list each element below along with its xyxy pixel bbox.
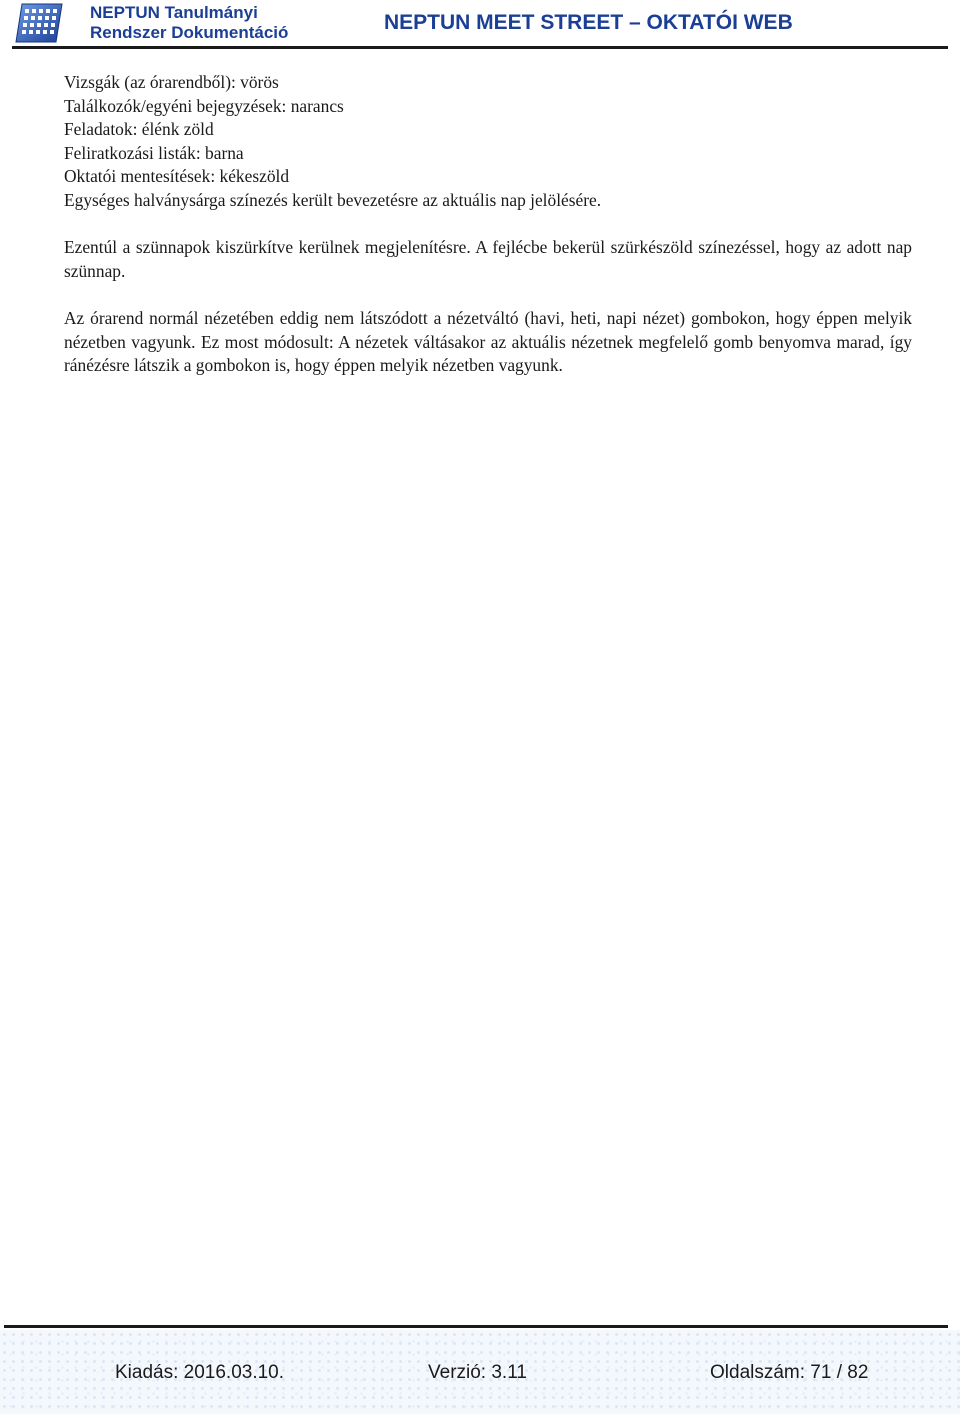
color-list-item: Egységes halványsárga színezés került bevezetésre az aktuális nap jelölésére. (64, 189, 602, 210)
color-list-item: Feliratkozási listák: barna (64, 142, 244, 163)
color-list-item: Oktatói mentesítések: kékeszöld (64, 166, 290, 187)
issue-date: Kiadás: 2016.03.10. (115, 1362, 285, 1383)
color-list-item: Találkozók/egyéni bejegyzések: narancs (64, 95, 344, 116)
page-number: Oldalszám: 71 / 82 (710, 1362, 869, 1383)
header-divider (12, 46, 948, 49)
page-content (64, 71, 912, 378)
calendar-color-list (64, 71, 912, 213)
brand-name (90, 3, 288, 43)
brand-line-2: Rendszer Dokumentáció (90, 23, 289, 42)
page-header (0, 0, 960, 50)
holiday-paragraph: Ezentúl a szünnapok kiszürkítve kerülnek megjelenítésre. A fejlécbe bekerül szürkészöld színezéssel, hogy az adott nap szünnap. (64, 237, 912, 281)
color-list-item: Feladatok: élénk zöld (64, 119, 214, 140)
neptun-logo-icon (14, 2, 64, 44)
brand-line-1: NEPTUN Tanulmányi (90, 3, 258, 22)
color-list-item: Vizsgák (az órarendből): vörös (64, 72, 279, 92)
version-number: Verzió: 3.11 (428, 1362, 527, 1383)
footer-divider (4, 1325, 948, 1328)
document-title: NEPTUN MEET STREET – OKTATÓI WEB (384, 11, 793, 34)
view-switcher-paragraph: Az órarend normál nézetében eddig nem látszódott a nézetváltó (havi, heti, napi nézet) gombokon, hogy éppen melyik nézetben vagyunk. Ez most módosult: A nézetek váltásakor az aktuális nézetnek megfelelő gomb benyomva marad, így ránézésre látszik a gombokon is, hogy éppen melyik nézetben vagyunk. (64, 307, 912, 376)
